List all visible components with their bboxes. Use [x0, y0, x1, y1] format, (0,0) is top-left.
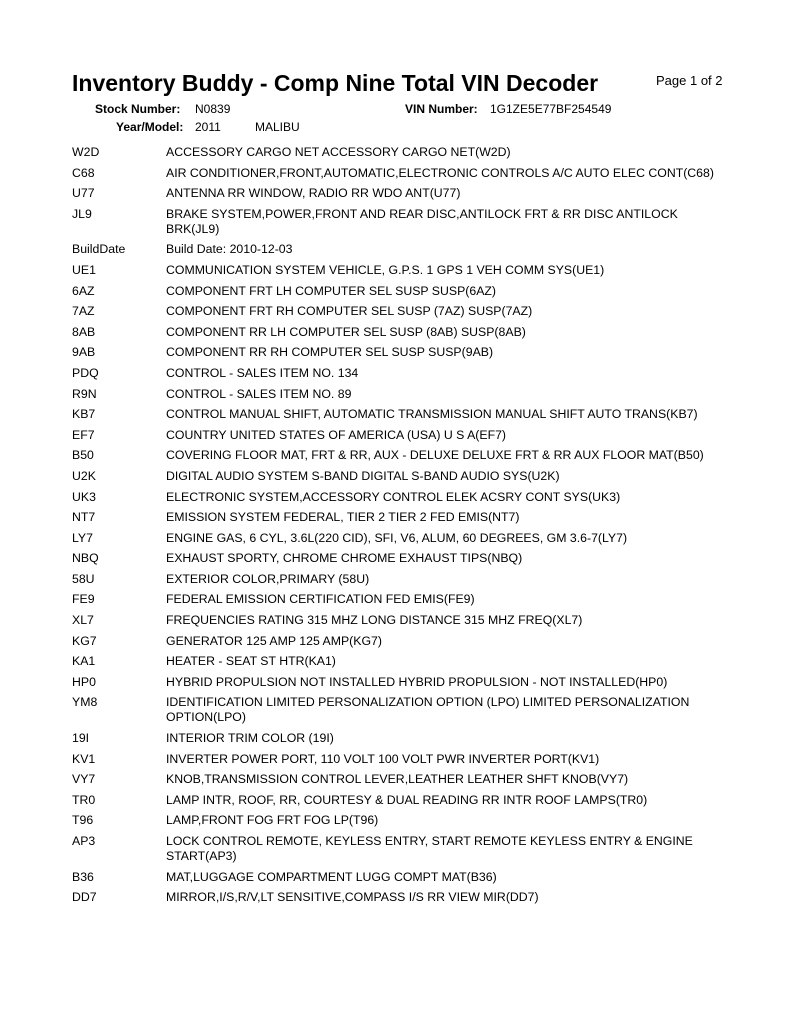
option-row	[72, 675, 732, 690]
option-code: XL7	[72, 613, 94, 628]
option-code: B36	[72, 869, 94, 884]
option-description: KNOB,TRANSMISSION CONTROL LEVER,LEATHER LEATHER SHFT KNOB(VY7)	[166, 772, 629, 787]
option-row	[72, 345, 732, 360]
option-description: CONTROL - SALES ITEM NO. 89	[166, 386, 352, 401]
option-code: 8AB	[72, 324, 96, 339]
option-row	[72, 613, 732, 628]
stock-number-value: N0839	[195, 102, 231, 116]
option-code: 7AZ	[72, 304, 95, 319]
vin-number-label: VIN Number:	[405, 102, 478, 116]
option-code: B50	[72, 448, 94, 463]
option-description: LOCK CONTROL REMOTE, KEYLESS ENTRY, START REMOTE KEYLESS ENTRY & ENGINE START(AP3)	[166, 834, 693, 863]
option-code: JL9	[72, 206, 92, 221]
option-description: MIRROR,I/S,R/V,LT SENSITIVE,COMPASS I/S RR VIEW MIR(DD7)	[166, 890, 539, 905]
option-row	[72, 870, 732, 885]
option-code: UK3	[72, 489, 96, 504]
option-description: COMPONENT FRT RH COMPUTER SEL SUSP (7AZ) SUSP(7AZ)	[166, 304, 533, 319]
option-code: KB7	[72, 407, 96, 422]
option-row	[72, 592, 732, 607]
option-code: UE1	[72, 262, 96, 277]
option-code: PDQ	[72, 365, 99, 380]
page-number: Page 1 of 2	[656, 73, 723, 88]
year-model-label: Year/Model:	[116, 120, 184, 134]
option-code: NBQ	[72, 551, 99, 566]
option-row	[72, 366, 732, 381]
option-code: U77	[72, 186, 95, 201]
option-code: T96	[72, 813, 94, 828]
option-code: AP3	[72, 834, 96, 848]
model-value: MALIBU	[255, 120, 300, 134]
option-code: 6AZ	[72, 283, 95, 298]
option-description: ACCESSORY CARGO NET ACCESSORY CARGO NET(W2D)	[166, 145, 511, 159]
option-row	[72, 654, 732, 669]
option-description: EXHAUST SPORTY, CHROME CHROME EXHAUST TIPS(NBQ)	[166, 551, 523, 566]
option-code: EF7	[72, 427, 95, 442]
year-value: 2011	[195, 120, 221, 134]
option-row	[72, 510, 732, 525]
option-description: COMPONENT RR LH COMPUTER SEL SUSP (8AB) SUSP(8AB)	[166, 324, 526, 339]
option-row	[72, 793, 732, 808]
option-description: HYBRID PROPULSION NOT INSTALLED HYBRID PROPULSION - NOT INSTALLED(HP0)	[166, 674, 668, 689]
option-description: COMPONENT RR RH COMPUTER SEL SUSP SUSP(9AB)	[166, 345, 494, 360]
option-description: COUNTRY UNITED STATES OF AMERICA (USA) U S A(EF7)	[166, 427, 507, 442]
option-code-list	[72, 145, 732, 911]
option-row	[72, 407, 732, 422]
option-code: 19I	[72, 731, 90, 746]
option-description: INTERIOR TRIM COLOR (19I)	[166, 731, 334, 746]
option-description: AIR CONDITIONER,FRONT,AUTOMATIC,ELECTRONIC CONTROLS A/C AUTO ELEC CONT(C68)	[166, 165, 714, 180]
option-description: EMISSION SYSTEM FEDERAL, TIER 2 TIER 2 FED EMIS(NT7)	[166, 510, 520, 525]
option-description: COVERING FLOOR MAT, FRT & RR, AUX - DELUXE DELUXE FRT & RR AUX FLOOR MAT(B50)	[166, 448, 704, 463]
option-row	[72, 695, 732, 725]
option-row	[72, 834, 732, 864]
stock-number-label: Stock Number:	[95, 102, 181, 116]
option-description: BRAKE SYSTEM,POWER,FRONT AND REAR DISC,ANTILOCK FRT & RR DISC ANTILOCK BRK(JL9)	[166, 206, 678, 236]
option-description: CONTROL MANUAL SHIFT, AUTOMATIC TRANSMISSION MANUAL SHIFT AUTO TRANS(KB7)	[166, 407, 698, 422]
option-code: W2D	[72, 145, 100, 159]
option-code: R9N	[72, 386, 97, 401]
option-row	[72, 145, 732, 160]
option-description: COMMUNICATION SYSTEM VEHICLE, G.P.S. 1 GPS 1 VEH COMM SYS(UE1)	[166, 262, 605, 277]
option-row	[72, 284, 732, 299]
option-code: NT7	[72, 510, 96, 525]
option-code: U2K	[72, 468, 96, 483]
option-code: KV1	[72, 751, 96, 766]
option-row	[72, 387, 732, 402]
option-row	[72, 304, 732, 319]
option-row	[72, 263, 732, 278]
option-row	[72, 242, 732, 257]
option-description: INVERTER POWER PORT, 110 VOLT 100 VOLT PWR INVERTER PORT(KV1)	[166, 751, 600, 766]
option-description: ANTENNA RR WINDOW, RADIO RR WDO ANT(U77)	[166, 186, 461, 201]
option-code: HP0	[72, 674, 96, 689]
option-row	[72, 813, 732, 828]
option-row	[72, 186, 732, 201]
option-row	[72, 428, 732, 443]
option-code: C68	[72, 165, 95, 180]
option-code: VY7	[72, 772, 96, 787]
option-description: ENGINE GAS, 6 CYL, 3.6L(220 CID), SFI, V6, ALUM, 60 DEGREES, GM 3.6-7(LY7)	[166, 530, 628, 545]
option-row	[72, 752, 732, 767]
option-row	[72, 531, 732, 546]
option-description: GENERATOR 125 AMP 125 AMP(KG7)	[166, 633, 382, 648]
option-description: HEATER - SEAT ST HTR(KA1)	[166, 654, 336, 669]
option-description: FREQUENCIES RATING 315 MHZ LONG DISTANCE 315 MHZ FREQ(XL7)	[166, 613, 583, 628]
option-row	[72, 490, 732, 505]
option-row	[72, 772, 732, 787]
option-row	[72, 731, 732, 746]
option-description: Build Date: 2010-12-03	[166, 242, 293, 257]
option-row	[72, 325, 732, 340]
page-title: Inventory Buddy - Comp Nine Total VIN Decoder	[72, 70, 599, 96]
option-row	[72, 207, 732, 237]
option-code: BuildDate	[72, 242, 126, 257]
option-description: COMPONENT FRT LH COMPUTER SEL SUSP SUSP(6AZ)	[166, 283, 497, 298]
option-row	[72, 890, 732, 905]
option-description: IDENTIFICATION LIMITED PERSONALIZATION OPTION (LPO) LIMITED PERSONALIZATION OPTION(LPO)	[166, 695, 690, 725]
option-description: MAT,LUGGAGE COMPARTMENT LUGG COMPT MAT(B36)	[166, 869, 497, 884]
option-row	[72, 634, 732, 649]
option-code: KG7	[72, 633, 97, 648]
option-description: LAMP,FRONT FOG FRT FOG LP(T96)	[166, 813, 379, 828]
option-description: ELECTRONIC SYSTEM,ACCESSORY CONTROL ELEK ACSRY CONT SYS(UK3)	[166, 489, 621, 504]
option-row	[72, 166, 732, 181]
option-description: EXTERIOR COLOR,PRIMARY (58U)	[166, 571, 370, 586]
option-code: LY7	[72, 530, 93, 545]
option-code: KA1	[72, 654, 96, 669]
option-code: FE9	[72, 592, 95, 607]
option-description: LAMP INTR, ROOF, RR, COURTESY & DUAL READING RR INTR ROOF LAMPS(TR0)	[166, 792, 648, 807]
option-code: 58U	[72, 571, 95, 586]
option-row	[72, 448, 732, 463]
vin-number-value: 1G1ZE5E77BF254549	[490, 102, 612, 116]
option-description: DIGITAL AUDIO SYSTEM S-BAND DIGITAL S-BAND AUDIO SYS(U2K)	[166, 468, 560, 483]
option-row	[72, 469, 732, 484]
option-description: CONTROL - SALES ITEM NO. 134	[166, 365, 359, 380]
option-code: 9AB	[72, 345, 96, 360]
option-code: TR0	[72, 792, 96, 807]
option-row	[72, 572, 732, 587]
option-description: FEDERAL EMISSION CERTIFICATION FED EMIS(FE9)	[166, 592, 475, 607]
option-row	[72, 551, 732, 566]
option-code: YM8	[72, 695, 98, 710]
option-code: DD7	[72, 890, 97, 905]
